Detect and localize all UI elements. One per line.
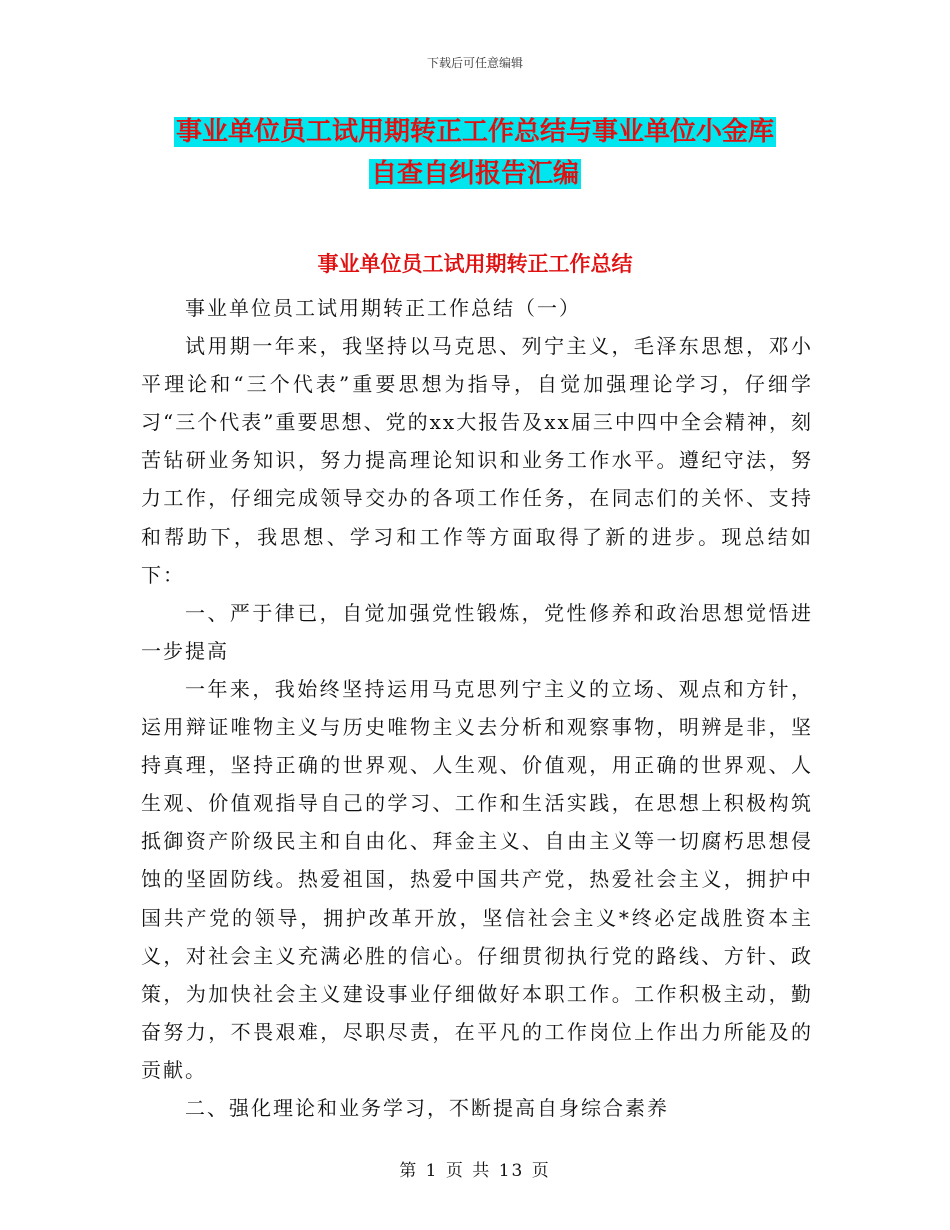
page-footer: 第 1 页 共 13 页 [399, 1161, 551, 1181]
header-note: 下载后可任意编辑 [426, 56, 523, 70]
main-title-line-1: 事业单位员工试用期转正工作总结与事业单位小金库 [175, 117, 774, 147]
paragraph-subtitle: 事业单位员工试用期转正工作总结（一） [185, 296, 581, 320]
paragraph-heading-1: 一、严于律已，自觉加强党性锻炼，党性修养和政治思想觉悟进一步提高 [141, 600, 813, 663]
paragraph: 一年来，我始终坚持运用马克思列宁主义的立场、观点和方针，运用辩证唯物主义与历史唯物主义去分析和观察事物，明辨是非，坚持真理，坚持正确的世界观、人生观、价值观，用正确的世界观、人生观、价值观指导自己的学习、工作和生活实践，在思想上积极构筑抵御资产阶级民主和自由化、拜金主义、自由主义等一切腐朽思想侵蚀的坚固防线。热爱祖国，热爱中国共产党，热爱社会主义，拥护中国共产党的领导，拥护改革开放，坚信社会主义*终必定战胜资本主义，对社会主义充满必胜的信心。仔细贯彻执行党的路线、方针、政策，为加快社会主义建设事业仔细做好本职工作。工作积极主动，勤奋努力，不畏艰难，尽职尽责，在平凡的工作岗位上作出力所能及的贡献。 [141, 676, 813, 1082]
paragraph-heading-2: 二、强化理论和业务学习，不断提高自身综合素养 [185, 1095, 669, 1120]
main-title-line-2: 自查自纠报告汇编 [370, 159, 579, 189]
section-title: 事业单位员工试用期转正工作总结 [317, 252, 633, 276]
body-text [141, 289, 813, 1127]
paragraph: 试用期一年来，我坚持以马克思、列宁主义，毛泽东思想，邓小平理论和“三个代表”重要思想为指导，自觉加强理论学习，仔细学习“三个代表”重要思想、党的xx大报告及xx届三中四中全会精神，刻苦钻研业务知识，努力提高理论知识和业务工作水平。遵纪守法，努力工作，仔细完成领导交办的各项工作任务，在同志们的关怀、支持和帮助下，我思想、学习和工作等方面取得了新的进步。现总结如下： [141, 334, 813, 587]
main-title [0, 111, 950, 195]
